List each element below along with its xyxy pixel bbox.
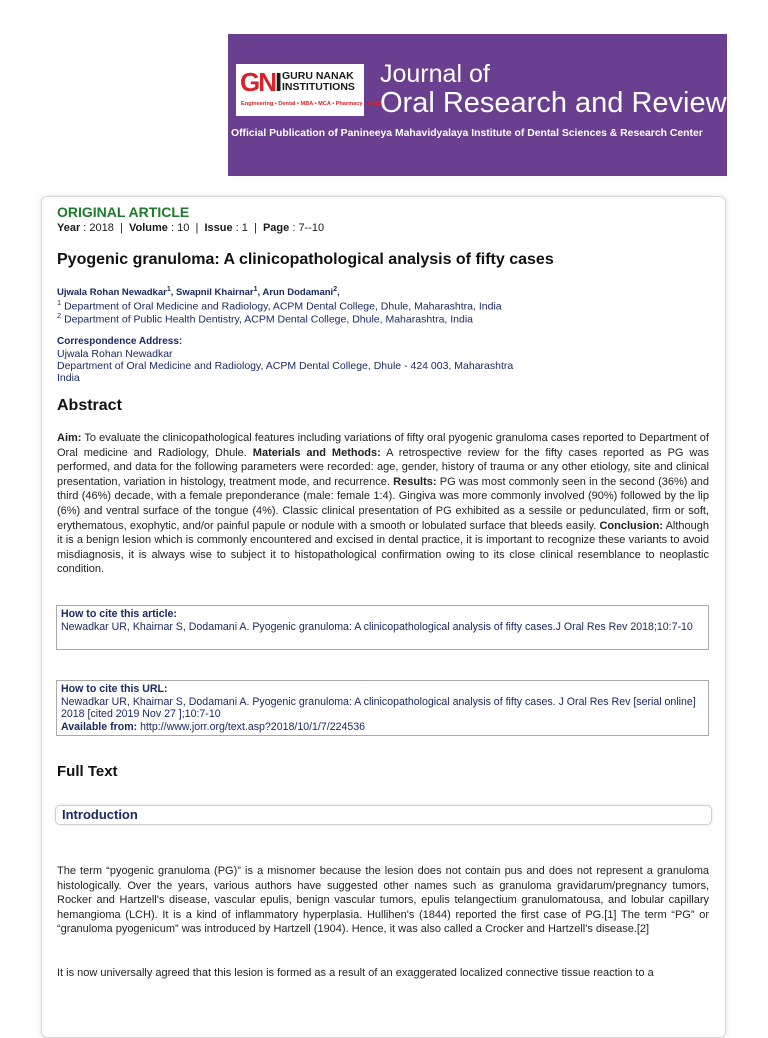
cite-url-text: Newadkar UR, Khairnar S, Dodamani A. Pyogenic granuloma: A clinicopathological analysis of fifty cases. J Oral Res Rev [serial online] 2018 [cited 2019 Nov 27 ];10:7-10 <box>61 695 696 720</box>
article-type: ORIGINAL ARTICLE <box>57 204 190 220</box>
full-text-heading: Full Text <box>57 763 118 780</box>
institution-logo <box>236 64 385 116</box>
cite-url-box <box>56 680 709 736</box>
cite-article-heading: How to cite this article: <box>61 608 177 620</box>
abstract-text: Aim: To evaluate the clinicopathological features including variations of fifty oral pyogenic granuloma cases reported to Department of Oral medicine and Radiology, Dhule. Materials and Methods: A retrospective review for the fifty cases reported as PG was performed, and data for the following parameters were recorded: age, gender, history of trauma or any other etiology, site and clinical presentation, variation in histology, treatment mode, and recurrence. Results: PG was most commonly seen in the second (36%) and third (46%) decade, with a female preponderance (male: female 1:4). Gingiva was more commonly involved (90%) followed by the lip (6%) and ventral surface of the tongue (4%). Classic clinical presentation of PG exhibited as a sessile or pedunculated, firm or soft, erythematous, exophytic, and/or painful papule or nodule with a smooth or lobulated surface that bleeds easily. Conclusion: Although it is a benign lesion which is commonly encountered and excised in dental practice, it is important to recognize these variants to avoid misdiagnosis, it is always wise to subject it to histopathological confirmation owing to its close clinical resemblance to neoplastic condition. <box>57 432 710 576</box>
cite-article-box <box>56 605 709 650</box>
correspondence-heading: Correspondence Address: <box>57 336 183 347</box>
journal-subtitle: Official Publication of Panineeya Mahavidyalaya Institute of Dental Sciences & Research Center <box>231 128 703 139</box>
journal-banner <box>228 34 727 176</box>
logo-name: GURU NANAK INSTITUTIONS <box>282 70 355 93</box>
correspondence-name: Ujwala Rohan Newadkar <box>57 348 173 360</box>
correspondence-address: Department of Oral Medicine and Radiology, ACPM Dental College, Dhule - 424 003, Maharashtra <box>57 360 514 372</box>
article-url-link[interactable]: http://www.jorr.org/text.asp?2018/10/1/7/224536 <box>140 720 366 733</box>
cite-article-text: Newadkar UR, Khairnar S, Dodamani A. Pyogenic granuloma: A clinicopathological analysis of fifty cases.J Oral Res Rev 2018;10:7-10 <box>61 620 693 633</box>
affiliation-2: $^2$ Department of Public Health Dentistry, ACPM Dental College, Dhule, Maharashtra, India <box>57 311 474 326</box>
logo-subtitle: Engineering • Dental • MBA • MCA • Pharmacy • PGDM <box>241 101 385 107</box>
abstract-heading: Abstract <box>57 397 122 414</box>
correspondence-country: India <box>57 372 80 384</box>
available-from: Available from: http://www.jorr.org/text.asp?2018/10/1/7/224536 <box>61 720 366 733</box>
affiliation-1: $^1$ Department of Oral Medicine and Radiology, ACPM Dental College, Dhule, Maharashtra, India <box>57 298 502 313</box>
intro-paragraph-2: It is now universally agreed that this lesion is formed as a result of an exaggerated localized connective tissue reaction to a <box>57 967 654 979</box>
logo-mark: GNI <box>240 67 281 97</box>
cite-url-heading: How to cite this URL: <box>61 683 168 695</box>
journal-title-line2: Oral Research and Review <box>380 87 727 119</box>
author-name[interactable]: Ujwala Rohan Newadkar <box>57 287 167 299</box>
introduction-heading: Introduction <box>62 807 138 822</box>
author-name[interactable]: Arun Dodamani <box>262 287 334 299</box>
intro-paragraph-1: The term “pyogenic granuloma (PG)” is a misnomer because the lesion does not contain pus and does not represent a granuloma histologically. Over the years, various authors have suggested other names such as granuloma gravidarum/pregnancy tumors, Rocker and Hartzell's disease, vascular epulis, benign vascular tumors, epulis telangectium granulomatousa, and lobular capillary hemangioma (LCH). It is a kind of inflammatory hyperplasia. Hullihen's (1844) reported the first case of PG.[1] The term “PG” or “granuloma pyogenicum” was introduced by Hartzell (1904). Hence, it was also called a Crocker and Hartzell's disease.[2] <box>57 865 709 936</box>
journal-title-line1: Journal of <box>380 60 490 88</box>
author-list: Ujwala Rohan Newadkar$^1$, Swapnil Khairnar$^1$, Arun Dodamani$^2$, <box>57 286 340 299</box>
author-name[interactable]: Swapnil Khairnar <box>176 287 254 299</box>
article-title: Pyogenic granuloma: A clinicopathological analysis of fifty cases <box>57 251 554 268</box>
article-meta: Year : 2018 | Volume : 10 | Issue : 1 | Page : 7--10 <box>57 222 325 234</box>
introduction-section-bar[interactable] <box>55 805 712 825</box>
